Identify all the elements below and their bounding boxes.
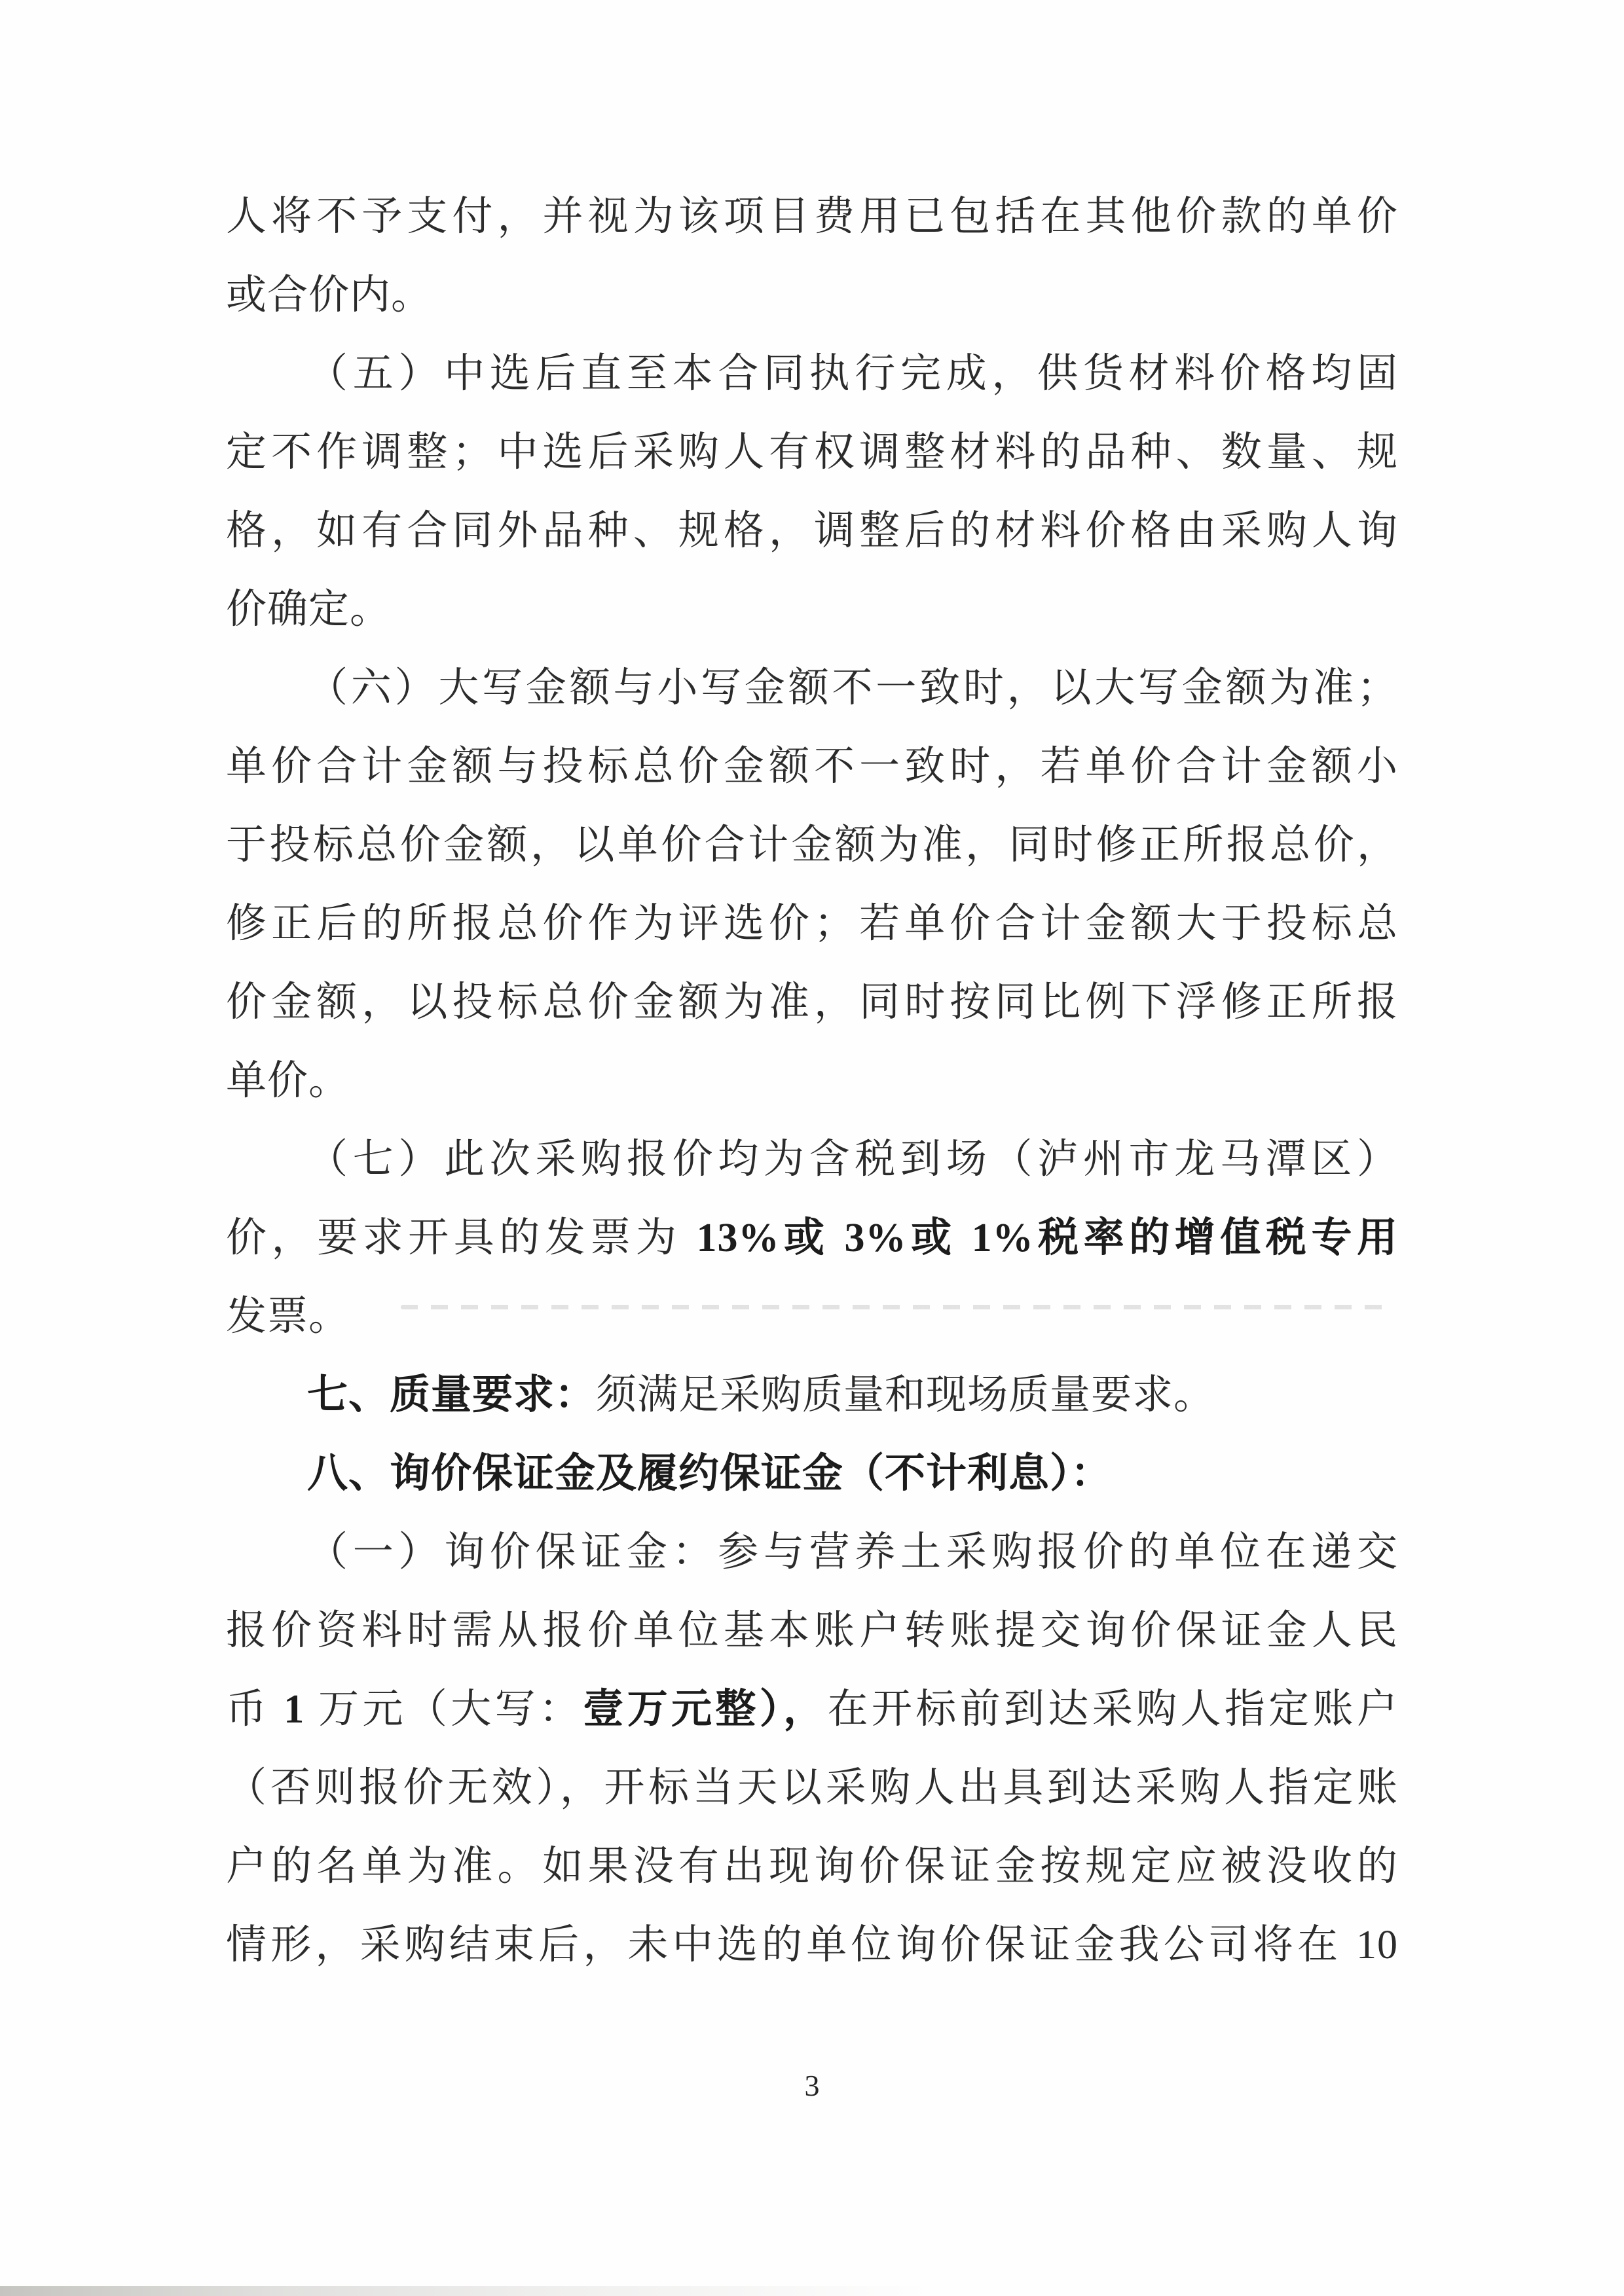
text-line xyxy=(226,1749,1398,1827)
text-line xyxy=(226,1277,1398,1356)
text-line xyxy=(226,570,1398,649)
text-line xyxy=(226,1199,1398,1277)
text-run-bold: 13%或 3%或 1%税率的增值税专用 xyxy=(696,1216,1398,1260)
text-run: 发票。 xyxy=(226,1294,350,1339)
text-line xyxy=(226,1434,1398,1513)
text-run-bold: 壹万元整）， xyxy=(583,1687,828,1732)
text-run: （否则报价无效），开标当天以采购人出具到达采购人指定账 xyxy=(226,1766,1398,1810)
scan-artifact-bottom-edge xyxy=(0,2286,936,2296)
text-run: 单价合计金额与投标总价金额不一致时，若单价合计金额小 xyxy=(226,744,1398,789)
text-run: 户的名单为准。如果没有出现询价保证金按规定应被没收的 xyxy=(226,1844,1398,1889)
text-run: （七）此次采购报价均为含税到场（泸州市龙马潭区） xyxy=(307,1137,1398,1182)
text-line xyxy=(226,492,1398,570)
text-line xyxy=(226,1513,1398,1592)
text-line xyxy=(226,1670,1398,1749)
text-line xyxy=(226,963,1398,1042)
text-run: （一）询价保证金：参与营养土采购报价的单位在递交 xyxy=(307,1530,1398,1575)
text-line xyxy=(226,1120,1398,1199)
text-run: 情形，采购结束后，未中选的单位询价保证金我公司将在 10 xyxy=(226,1923,1398,1967)
text-run: 修正后的所报总价作为评选价；若单价合计金额大于投标总 xyxy=(226,902,1398,946)
text-run: 价确定。 xyxy=(226,587,392,632)
text-run: 单价。 xyxy=(226,1059,350,1103)
text-run: 于投标总价金额，以单价合计金额为准，同时修正所报总价， xyxy=(226,823,1398,867)
text-line xyxy=(226,335,1398,413)
text-line xyxy=(226,1827,1398,1906)
text-line xyxy=(226,1906,1398,1984)
page-number: 3 xyxy=(804,2069,820,2102)
text-run: 或合价内。 xyxy=(226,273,433,318)
text-run: 万元（大写： xyxy=(304,1687,583,1732)
text-run: （六）大写金额与小写金额不一致时，以大写金额为准； xyxy=(307,666,1398,710)
document-body xyxy=(226,177,1398,1984)
text-run-bold: 1 xyxy=(284,1687,305,1732)
text-run-bold: 八、询价保证金及履约保证金（不计利息）： xyxy=(307,1451,1113,1496)
text-line xyxy=(226,1042,1398,1120)
text-run: 价，要求开具的发票为 xyxy=(226,1216,697,1260)
text-line xyxy=(226,1592,1398,1670)
text-run: 报价资料时需从报价单位基本账户转账提交询价保证金人民 xyxy=(226,1609,1398,1653)
text-run: 定不作调整；中选后采购人有权调整材料的品种、数量、规 xyxy=(226,430,1398,475)
text-line xyxy=(226,256,1398,335)
text-line xyxy=(226,413,1398,492)
text-run-bold: 七、质量要求： xyxy=(307,1373,597,1417)
text-run: （五）中选后直至本合同执行完成，供货材料价格均固 xyxy=(307,352,1398,396)
text-line xyxy=(226,1356,1398,1434)
text-line xyxy=(226,177,1398,256)
text-line xyxy=(226,806,1398,884)
text-line xyxy=(226,884,1398,963)
text-run: 须满足采购质量和现场质量要求。 xyxy=(596,1373,1215,1417)
text-run: 在开标前到达采购人指定账户 xyxy=(827,1687,1398,1732)
text-run: 币 xyxy=(226,1687,284,1732)
text-line xyxy=(226,649,1398,727)
text-line xyxy=(226,727,1398,806)
text-run: 人将不予支付，并视为该项目费用已包括在其他价款的单价 xyxy=(226,194,1398,239)
scan-artifact-dotted-line xyxy=(401,1305,1395,1309)
text-run: 价金额，以投标总价金额为准，同时按同比例下浮修正所报 xyxy=(226,980,1398,1025)
text-run: 格，如有合同外品种、规格，调整后的材料价格由采购人询 xyxy=(226,509,1398,553)
